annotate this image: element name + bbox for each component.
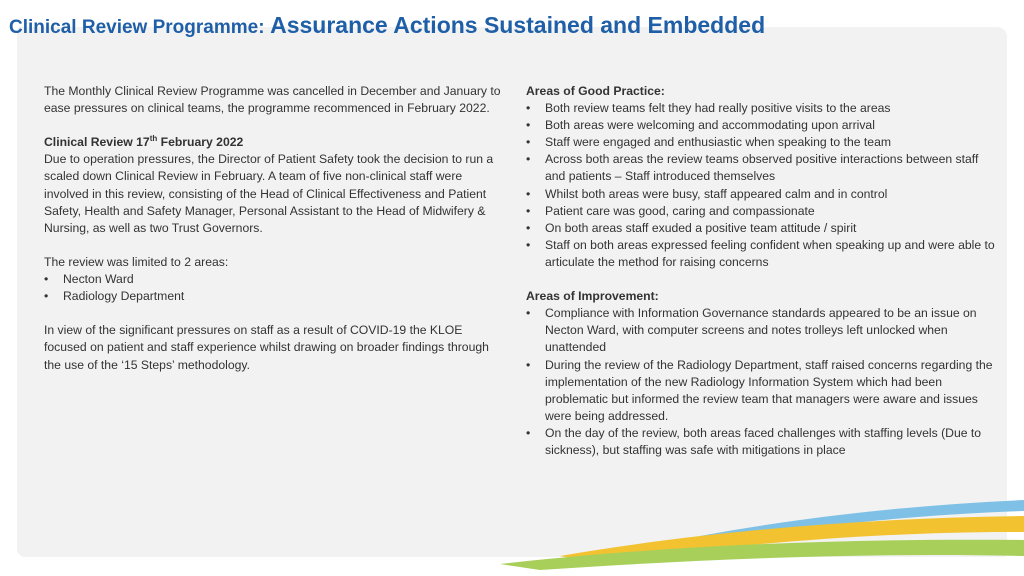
review-heading-text: Clinical Review 17: [44, 135, 150, 150]
list-item-text: On both areas staff exuded a positive team attitude / spirit: [545, 220, 857, 235]
improvement-heading: Areas of Improvement:: [526, 289, 659, 304]
list-item-text: Necton Ward: [63, 272, 134, 287]
list-item-text: Staff were engaged and enthusiastic when speaking to the team: [545, 135, 891, 150]
review-heading-date: February 2022: [157, 135, 244, 150]
list-item-text: Both areas were welcoming and accommodating upon arrival: [545, 118, 875, 133]
list-item: [526, 425, 996, 459]
list-item-text: Both review teams felt they had really positive visits to the areas: [545, 101, 891, 116]
kloe-paragraph: In view of the significant pressures on staff as a result of COVID-19 the KLOE focused on patient and staff experience whilst drawing on broader findings through the use of the ‘15 Steps’ methodology.: [44, 323, 489, 372]
good-practice-list: [526, 100, 996, 271]
bullet-icon: •: [526, 101, 531, 116]
bullet-icon: •: [44, 289, 49, 304]
list-item-text: Across both areas the review teams observed positive interactions between staff and patients – Staff introduced themselves: [545, 152, 979, 184]
list-item: [526, 117, 996, 134]
list-item: [526, 100, 996, 117]
areas-list: [44, 271, 506, 305]
left-column: [44, 83, 506, 374]
list-item-text: Patient care was good, caring and compassionate: [545, 203, 815, 218]
list-item-text: Compliance with Information Governance standards appeared to be an issue on Necton Ward, with computer screens and notes trolleys left unlocked when unattended: [545, 306, 977, 355]
list-item-text: Whilst both areas were busy, staff appeared calm and in control: [545, 186, 888, 201]
title-main: Assurance Actions Sustained and Embedded: [264, 12, 766, 38]
right-column: [526, 83, 996, 459]
list-item: [44, 288, 506, 305]
intro-paragraph: The Monthly Clinical Review Programme was cancelled in December and January to ease pressures on clinical teams, the programme recommenced in February 2022.: [44, 84, 501, 116]
list-item: [526, 357, 996, 425]
bullet-icon: •: [526, 357, 531, 372]
list-item-text: Radiology Department: [63, 289, 185, 304]
bullet-icon: •: [526, 203, 531, 218]
page-title: [9, 4, 765, 46]
bullet-icon: •: [526, 306, 531, 321]
bullet-icon: •: [526, 186, 531, 201]
list-item-text: During the review of the Radiology Department, staff raised concerns regarding the implementation of the new Radiology Information System which had been problematic but informed the review team that managers were aware and issues were being addressed.: [545, 357, 993, 423]
bullet-icon: •: [526, 152, 531, 167]
list-item: [526, 186, 996, 203]
review-heading: [44, 134, 506, 151]
bullet-icon: •: [526, 220, 531, 235]
bullet-icon: •: [526, 135, 531, 150]
list-item: [526, 203, 996, 220]
bullet-icon: •: [526, 425, 531, 440]
review-heading-sup: th: [149, 134, 158, 144]
list-item: [44, 271, 506, 288]
list-item-text: On the day of the review, both areas faced challenges with staffing levels (Due to sickness), but staffing was safe with mitigations in place: [545, 425, 982, 457]
list-item: [526, 237, 996, 271]
list-item: [526, 151, 996, 185]
list-item: [526, 134, 996, 151]
review-body-paragraph: Due to operation pressures, the Director of Patient Safety took the decision to run a scaled down Clinical Review in February. A team of five non-clinical staff were involved in this review, consisting of the Head of Clinical Effectiveness and Patient Safety, Health and Safety Manager, Personal Assistant to the Head of Midwifery & Nursing, as well as two Trust Governors.: [44, 152, 494, 235]
areas-intro: The review was limited to 2 areas:: [44, 254, 229, 269]
bullet-icon: •: [526, 118, 531, 133]
title-prefix: Clinical Review Programme:: [9, 17, 265, 38]
list-item: [526, 220, 996, 237]
bullet-icon: •: [44, 272, 49, 287]
list-item-text: Staff on both areas expressed feeling confident when speaking up and were able to articulate the method for raising concerns: [545, 237, 995, 269]
improvement-list: [526, 305, 996, 459]
good-practice-heading: Areas of Good Practice:: [526, 84, 665, 98]
list-item: [526, 305, 996, 356]
bullet-icon: •: [526, 237, 531, 252]
